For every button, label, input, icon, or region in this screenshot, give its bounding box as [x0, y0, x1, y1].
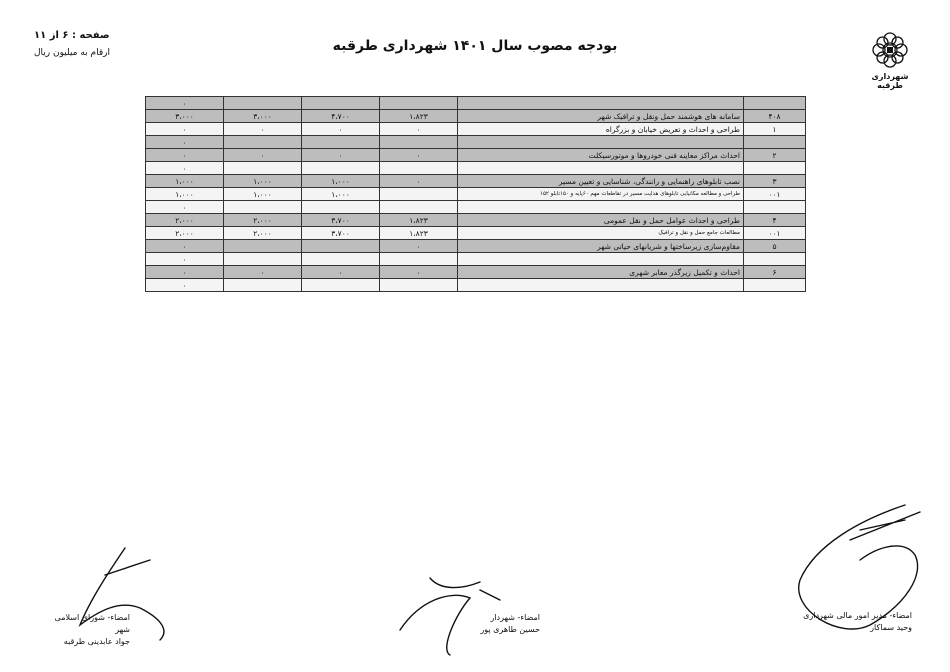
cell-code: ۰۰۱ — [744, 227, 806, 240]
table-row — [146, 188, 806, 201]
cell-total: ۱،۰۰۰ — [146, 175, 224, 188]
budget-table-body — [146, 97, 806, 292]
cell-value-previous: ۰ — [380, 266, 458, 279]
cell-value-previous: ۰ — [380, 123, 458, 136]
signature-name: وحید سماکار — [870, 623, 912, 632]
table-row — [146, 240, 806, 253]
cell-description: سامانه های هوشمند حمل ونقل و ترافیک شهر — [458, 110, 744, 123]
signature-title: امضاء- شهردار — [490, 613, 540, 622]
cell-value-proposed — [302, 97, 380, 110]
table-row — [146, 162, 806, 175]
signature-block-finance — [800, 610, 912, 634]
signature-title: امضاء- مدیر امور مالی شهرداری — [803, 611, 912, 620]
cell-description — [458, 201, 744, 214]
cell-description — [458, 136, 744, 149]
cell-value-approved: ۱،۰۰۰ — [224, 188, 302, 201]
cell-total: ۰ — [146, 253, 224, 266]
cell-description — [458, 97, 744, 110]
signature-block-council — [40, 612, 130, 648]
table-row — [146, 97, 806, 110]
cell-description: طراحی و مطالعه مکانیابی تابلوهای هدایت مسیر در تقاطعات مهم ۶۰پایه و ۱۵۰تابلو ۱۵۲ — [458, 188, 744, 201]
cell-value-previous — [380, 162, 458, 175]
cell-code — [744, 136, 806, 149]
cell-code — [744, 279, 806, 292]
cell-value-proposed: ۰ — [302, 123, 380, 136]
cell-value-previous — [380, 136, 458, 149]
municipality-logo — [858, 30, 922, 100]
table-row — [146, 253, 806, 266]
cell-value-previous: ۱،۸۲۳ — [380, 227, 458, 240]
cell-value-proposed — [302, 253, 380, 266]
cell-description — [458, 279, 744, 292]
table-row — [146, 279, 806, 292]
cell-description: طراحی و احداث عوامل حمل و نقل عمومی — [458, 214, 744, 227]
cell-total: ۰ — [146, 162, 224, 175]
cell-code — [744, 201, 806, 214]
cell-total: ۰ — [146, 136, 224, 149]
cell-value-proposed — [302, 240, 380, 253]
page-title: بودجه مصوب سال ۱۴۰۱ شهرداری طرقبه — [332, 38, 618, 54]
cell-value-previous: ۰ — [380, 149, 458, 162]
cell-total: ۰ — [146, 279, 224, 292]
table-row — [146, 214, 806, 227]
cell-total: ۰ — [146, 201, 224, 214]
cell-value-approved: ۰ — [224, 266, 302, 279]
cell-description — [458, 162, 744, 175]
cell-code: ۰۰۱ — [744, 188, 806, 201]
cell-value-previous: ۱،۸۲۳ — [380, 110, 458, 123]
logo-caption: شهرداری طرقبه — [871, 72, 909, 90]
cell-code: ۳ — [744, 175, 806, 188]
cell-total: ۰ — [146, 240, 224, 253]
cell-value-previous: ۰ — [380, 175, 458, 188]
cell-code — [744, 253, 806, 266]
cell-total: ۰ — [146, 123, 224, 136]
cell-value-proposed — [302, 136, 380, 149]
table-row — [146, 175, 806, 188]
cell-code — [744, 162, 806, 175]
cell-total: ۱،۰۰۰ — [146, 188, 224, 201]
cell-value-approved — [224, 162, 302, 175]
cell-total: ۰ — [146, 149, 224, 162]
page-number: صفحه : ۶ از ۱۱ — [34, 30, 110, 41]
cell-value-approved — [224, 253, 302, 266]
cell-value-previous — [380, 201, 458, 214]
cell-description: احداث و تکمیل زیرگذر معابر شهری — [458, 266, 744, 279]
cell-description: طراحی و احداث و تعریض خیابان و بزرگراه — [458, 123, 744, 136]
cell-total: ۲،۰۰۰ — [146, 227, 224, 240]
blank-area — [125, 295, 820, 560]
cell-description: احداث مراکز معاینه فنی خودروها و موتورسیکلت — [458, 149, 744, 162]
cell-value-approved — [224, 97, 302, 110]
cell-description — [458, 253, 744, 266]
signature-name: حسین طاهری پور — [480, 625, 540, 634]
cell-value-approved: ۰ — [224, 149, 302, 162]
table-row — [146, 110, 806, 123]
cell-total: ۰ — [146, 266, 224, 279]
cell-value-approved: ۱،۰۰۰ — [224, 175, 302, 188]
cell-value-approved — [224, 279, 302, 292]
signature-title: امضاء- شورای اسلامی شهر — [54, 613, 130, 634]
cell-value-previous — [380, 188, 458, 201]
cell-value-proposed: ۱،۰۰۰ — [302, 175, 380, 188]
cell-value-previous — [380, 279, 458, 292]
cell-code: ۱ — [744, 123, 806, 136]
cell-code: ۲ — [744, 149, 806, 162]
cell-value-proposed: ۱،۰۰۰ — [302, 188, 380, 201]
cell-value-previous: ۱،۸۲۳ — [380, 214, 458, 227]
table-row — [146, 266, 806, 279]
cell-code — [744, 97, 806, 110]
cell-value-approved: ۳،۰۰۰ — [224, 110, 302, 123]
cell-code: ۴۰۸ — [744, 110, 806, 123]
cell-code: ۴ — [744, 214, 806, 227]
cell-value-proposed: ۰ — [302, 149, 380, 162]
cell-value-approved — [224, 136, 302, 149]
cell-value-proposed: ۳،۷۰۰ — [302, 214, 380, 227]
cell-description: مطالعات جامع حمل و نقل و ترافیک — [458, 227, 744, 240]
cell-code: ۵ — [744, 240, 806, 253]
table-row — [146, 149, 806, 162]
cell-value-proposed: ۳،۷۰۰ — [302, 227, 380, 240]
table-row — [146, 136, 806, 149]
cell-value-proposed — [302, 162, 380, 175]
cell-value-approved: ۰ — [224, 123, 302, 136]
cell-value-approved — [224, 201, 302, 214]
cell-total: ۰ — [146, 97, 224, 110]
cell-total: ۳،۰۰۰ — [146, 110, 224, 123]
cell-code: ۶ — [744, 266, 806, 279]
cell-value-previous — [380, 253, 458, 266]
signature-name: جواد عابدینی طرقبه — [63, 637, 130, 646]
signature-block-mayor — [440, 612, 540, 636]
cell-value-proposed — [302, 279, 380, 292]
cell-value-proposed: ۰ — [302, 266, 380, 279]
cell-total: ۲،۰۰۰ — [146, 214, 224, 227]
table-row — [146, 201, 806, 214]
units-note: ارقام به میلیون ریال — [34, 48, 110, 58]
cell-value-approved — [224, 240, 302, 253]
table-row — [146, 123, 806, 136]
cell-description: مقاوم‌سازی زیرساختها و شریانهای حیاتی شهر — [458, 240, 744, 253]
table-row — [146, 227, 806, 240]
cell-description: نصب تابلوهای راهنمایی و رانندگی، شناسایی و تعیین مسیر — [458, 175, 744, 188]
cell-value-previous: ۰ — [380, 240, 458, 253]
cell-value-approved: ۲،۰۰۰ — [224, 214, 302, 227]
budget-table — [145, 96, 806, 292]
cell-value-approved: ۲،۰۰۰ — [224, 227, 302, 240]
logo-emblem-icon — [870, 30, 910, 70]
cell-value-previous — [380, 97, 458, 110]
cell-value-proposed: ۴،۷۰۰ — [302, 110, 380, 123]
cell-value-proposed — [302, 201, 380, 214]
